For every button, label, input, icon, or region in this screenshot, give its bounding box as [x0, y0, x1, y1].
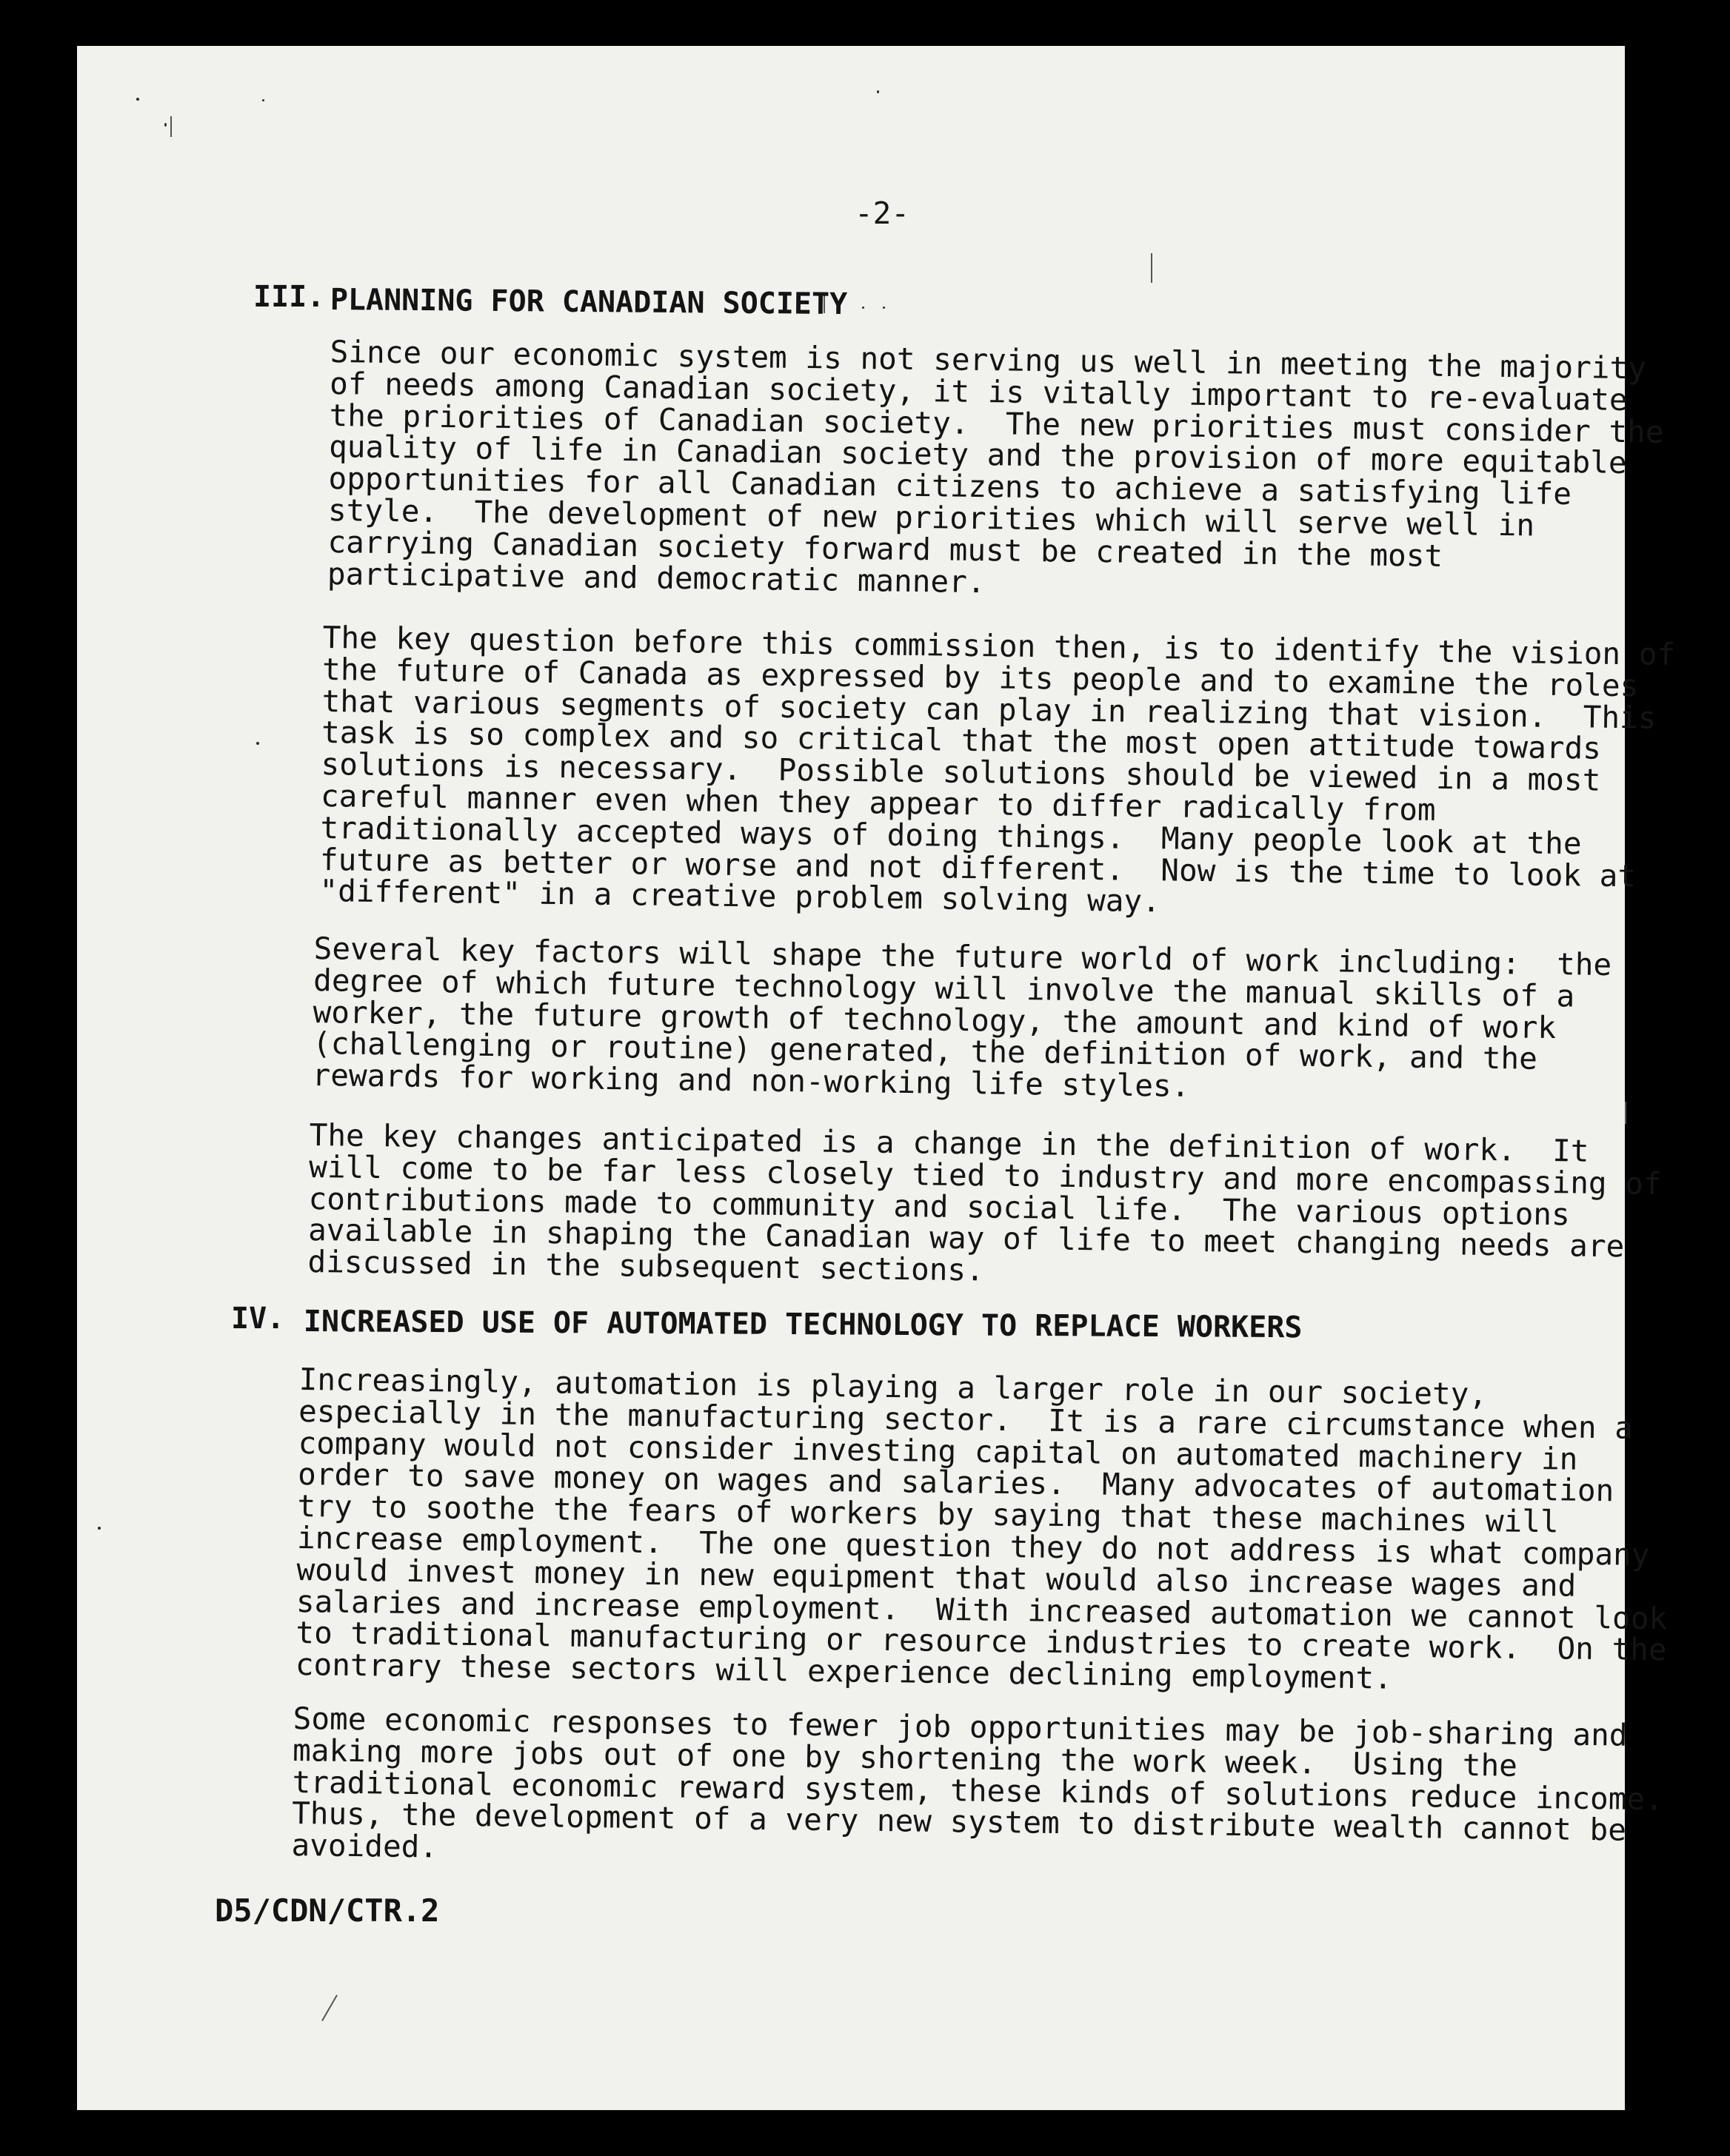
scan-speck: [256, 742, 259, 745]
scan-speck: [877, 90, 879, 93]
scan-speck: [98, 1527, 101, 1530]
page-number: -2-: [855, 195, 910, 231]
scan-scratch: [170, 116, 172, 137]
scan-speck: [262, 99, 264, 101]
scan-scratch: [1151, 253, 1152, 283]
section-4-paragraph-1: Increasingly, automation is playing a larger role in our society, especially in the manufacturing sector. It is a rare circumstance when a company would not consider investing capital on automated machinery in order to save money on wages and salaries. Many advocates of automation try to soothe the fears of workers by saying that these machines will increase employment. The one question they do not address is what company would invest money in new equipment that would also increase wages and salaries and increase employment. With increased automation we cannot look to traditional manufacturing or resource industries to create work. On the contrary these sectors will experience declining employment.: [295, 1362, 1668, 1696]
scan-speck: [136, 98, 139, 101]
document-page: [77, 46, 1676, 2110]
section-3-heading: PLANNING FOR CANADIAN SOCIETY: [330, 283, 848, 322]
document-code: D5/CDN/CTR.2: [215, 1892, 440, 1929]
section-3-paragraph-3: Several key factors will shape the future world of work including: the degree of which future technology will involve the manual skills of a worker, the future growth of technology, the amount and kind of work (challenging or routine) generated, the definition of work, and the rewards for working and non-working life styles.: [312, 931, 1612, 1105]
section-4-heading: INCREASED USE OF AUTOMATED TECHNOLOGY TO REPLACE WORKERS: [303, 1305, 1303, 1345]
section-4-paragraph-2: Some economic responses to fewer job opportunities may be job-sharing and making more jobs out of one by shortening the work week. Using the traditional economic reward system, these kinds of solutions reduce income. Thus, the development of a very new system to distribute wealth cannot be avoided.: [291, 1701, 1664, 1865]
scan-scratch: [1625, 1102, 1626, 1124]
section-3-paragraph-2: The key question before this commission then, is to identify the vision of the future of Canada as expressed by its people and to examine the roles that various segments of society can play in realizing that vision. This task is so complex and so critical that the most open attitude towards solutions is necessary. Possible solutions should be viewed in a most careful manner even when they appear to differ radically from traditionally accepted ways of doing things. Many people look at the future as better or worse and not different. Now is the time to look at "different" in a creative problem solving way.: [319, 620, 1676, 920]
scan-speck: [883, 307, 885, 309]
scan-speck: [164, 123, 167, 127]
section-3-number: III.: [253, 280, 325, 314]
section-3-paragraph-1: Since our economic system is not serving us well in meeting the majority of needs among Canadian society, it is vitally important to re-evaluate the priorities of Canadian society. The new priorities must consider the quality of life in Canadian society and the provision of more equitable opportunities for all Canadian citizens to achieve a satisfying life style. The development of new priorities which will serve well in carrying Canadian society forward must be created in the most participative and democratic manner.: [327, 334, 1664, 600]
section-4-number: IV.: [231, 1302, 285, 1336]
scan-speck: [862, 307, 864, 309]
scan-scratch: [321, 1995, 338, 2021]
section-3-paragraph-4: The key changes anticipated is a change in the definition of work. It will come to be far less closely tied to industry and more encompassing of contributions made to community and social life. The various options available in shaping the Canadian way of life to meet changing needs are discussed in the subsequent sections.: [307, 1117, 1662, 1288]
